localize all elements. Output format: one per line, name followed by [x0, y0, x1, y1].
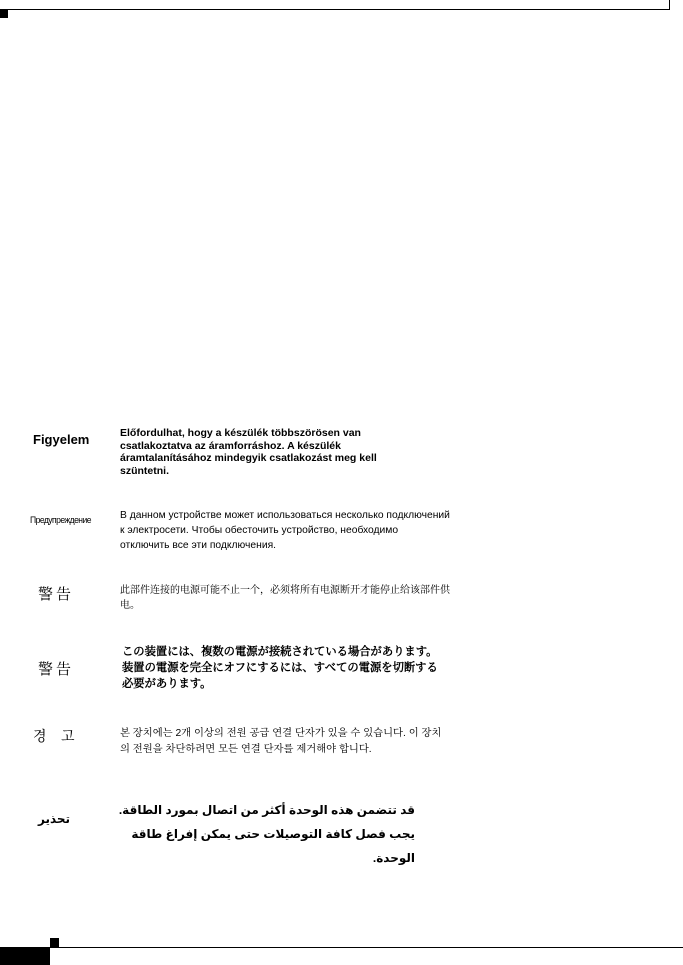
warning-label-russian: Предупреждение	[30, 515, 91, 526]
warning-text-russian: В данном устройстве может использоваться несколько подключений к электросети. Чтобы обесточить устройство, необходимо отключить все эти подключения.	[120, 510, 450, 551]
header-tick	[669, 0, 670, 10]
warning-label-chinese: 警告	[38, 585, 75, 603]
warning-label-arabic: تحذير	[38, 812, 71, 826]
warning-text-arabic: قد تتضمن هذه الوحدة أكثر من اتصال بمورد الطاقة. يجب فصل كافة التوصيلات حتى يمكن إفراغ طاقة الوحدة.	[118, 803, 415, 865]
warning-text-chinese: 此部件连接的电源可能不止一个，必须将所有电源断开才能停止给该部件供电。	[120, 585, 450, 611]
footer-marker	[50, 938, 59, 947]
warning-label-japanese: 警告	[38, 660, 75, 678]
warning-text-korean: 본 장치에는 2개 이상의 전원 공급 연결 단자가 있을 수 있습니다. 이 장치의 전원을 차단하려면 모든 연결 단자를 제거해야 합니다.	[120, 728, 442, 755]
warning-text-japanese: この装置には、複数の電源が接続されている場合があります。装置の電源を完全にオフにするには、すべての電源を切断する必要があります。	[122, 646, 438, 690]
warning-label-hungarian: Figyelem	[33, 432, 90, 447]
warning-text-hungarian: Előfordulhat, hogy a készülék többszörösen van csatlakoztatva az áramforráshoz. A készülék áramtalanításához mindegyik csatlakozást meg kell szüntetni.	[120, 427, 377, 477]
warning-label-korean: 경 고	[33, 729, 80, 745]
header-rule	[0, 9, 670, 10]
footer-page-tab	[0, 948, 50, 965]
footer-rule	[0, 947, 683, 948]
header-marker	[0, 10, 8, 18]
